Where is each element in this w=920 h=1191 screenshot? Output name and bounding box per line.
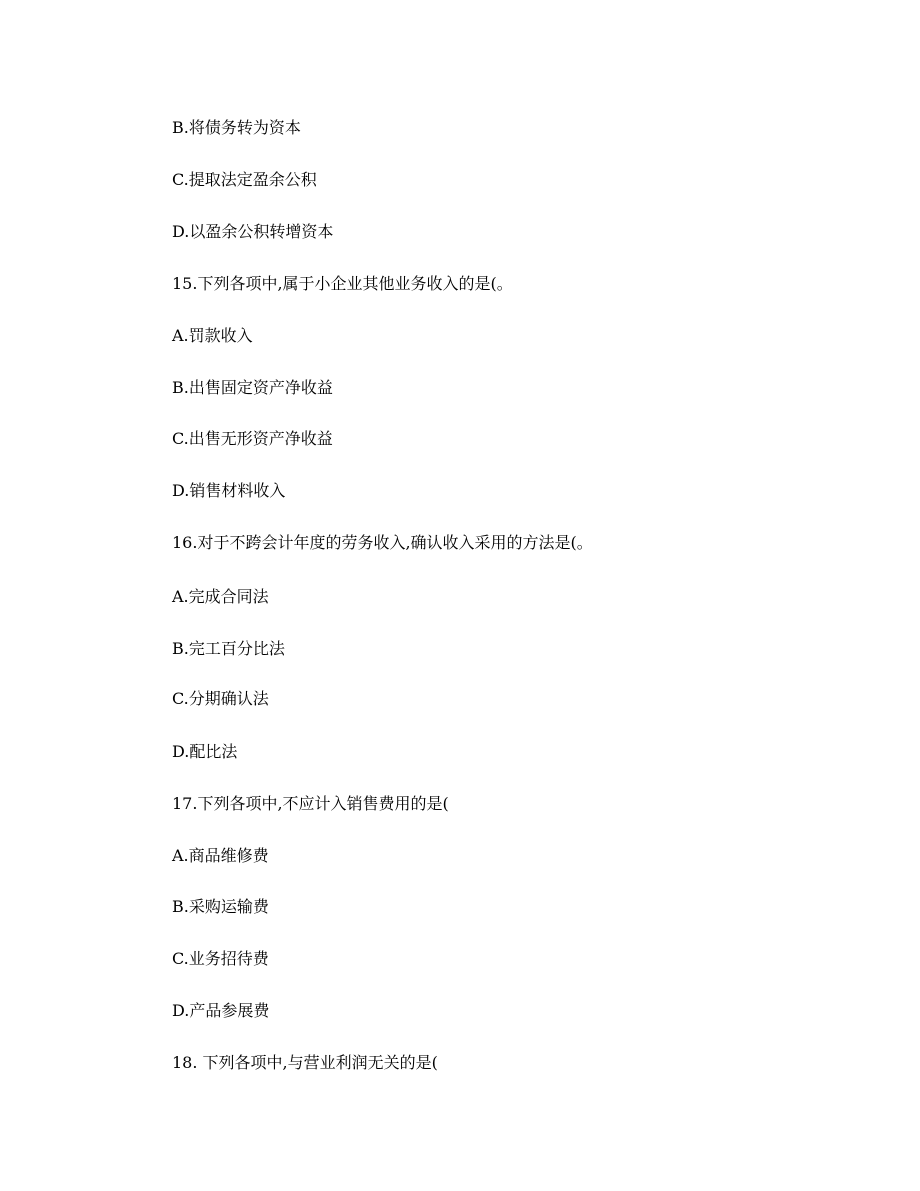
option-line: D.销售材料收入 xyxy=(172,481,286,500)
option-line: B.出售固定资产净收益 xyxy=(172,378,333,397)
option-line: C.提取法定盈余公积 xyxy=(172,170,317,189)
option-line: D.以盈余公积转增资本 xyxy=(172,222,334,241)
option-line: D.配比法 xyxy=(172,742,238,761)
option-line: C.出售无形资产净收益 xyxy=(172,429,333,448)
question-line: 18. 下列各项中,与营业利润无关的是( xyxy=(172,1053,438,1072)
question-line: 16.对于不跨会计年度的劳务收入,确认收入采用的方法是(。 xyxy=(172,533,593,552)
question-line: 17.下列各项中,不应计入销售费用的是( xyxy=(172,794,449,813)
option-line: C.业务招待费 xyxy=(172,949,269,968)
option-line: A.完成合同法 xyxy=(172,587,269,606)
option-line: A.罚款收入 xyxy=(172,326,253,345)
option-line: B.采购运输费 xyxy=(172,897,269,916)
option-line: D.产品参展费 xyxy=(172,1001,270,1020)
option-line: B.完工百分比法 xyxy=(172,639,285,658)
question-line: 15.下列各项中,属于小企业其他业务收入的是(。 xyxy=(172,274,513,293)
option-line: B.将债务转为资本 xyxy=(172,118,301,137)
option-line: C.分期确认法 xyxy=(172,689,269,708)
option-line: A.商品维修费 xyxy=(172,846,269,865)
